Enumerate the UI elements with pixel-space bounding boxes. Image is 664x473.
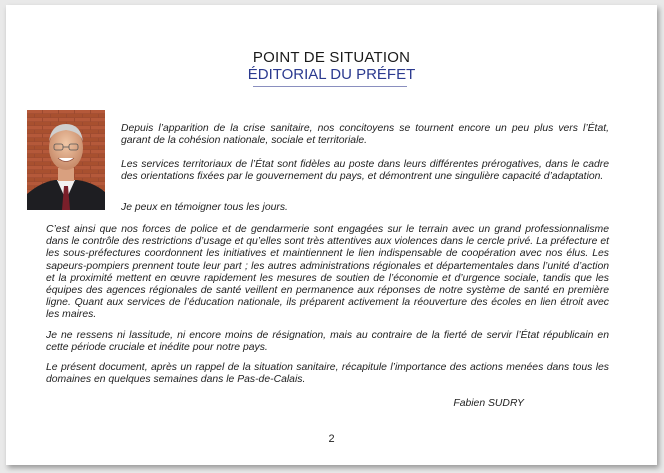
document-page — [6, 5, 657, 465]
page-title: POINT DE SITUATION — [252, 49, 411, 66]
editorial-paragraph: Le présent document, après un rappel de la situation sanitaire, récapitule l’importance des actions menées dans tous les domaines en quelques semaines dans le Pas-de-Calais. — [46, 362, 609, 386]
editorial-paragraph: Depuis l’apparition de la crise sanitaire, nos concitoyens se tournent encore un peu plus vers l’État, garant de la cohésion nationale, sociale et territoriale. — [121, 123, 609, 147]
signature: Fabien SUDRY — [453, 398, 524, 409]
editorial-paragraph: C’est ainsi que nos forces de police et de gendarmerie sont engagées sur le terrain avec un grand professionnalisme dans le contrôle des restrictions d’usage et qu’elles sont très attentives aux violences dans le cercle privé. La préfecture et les sous-préfectures coordonnent les initiatives et maintiennent le lien indispensable de coopération avec nos élus. Les sapeurs-pompiers prennent toute leur part ; les autres administrations régionales et départementales dans l’unité d’action et la proximité mettent en œuvre rapidement les mesures de soutien de l’économie et d’urgence sociale, tandis que les équipes des agences régionales de santé veillent en permanence aux réponses de notre système de santé en première ligne. Quant aux services de l’éducation nationale, ils préparent activement la réouverture des écoles en lien étroit avec les maires. — [46, 224, 609, 321]
page-subtitle: ÉDITORIAL DU PRÉFET — [247, 66, 416, 83]
page-number: 2 — [328, 433, 335, 445]
editorial-paragraph: Je peux en témoigner tous les jours. — [121, 202, 288, 213]
prefect-portrait — [27, 110, 105, 210]
title-divider — [253, 86, 407, 87]
editorial-paragraph: Les services territoriaux de l’État sont fidèles au poste dans leurs différentes prérogatives, dans le cadre des orientations fixées par le gouvernement du pays, et démontrent une singulière capacité d’adaptation. — [121, 159, 609, 183]
editorial-paragraph: Je ne ressens ni lassitude, ni encore moins de résignation, mais au contraire de la fierté de servir l’État républicain en cette période cruciale et inédite pour notre pays. — [46, 330, 609, 354]
